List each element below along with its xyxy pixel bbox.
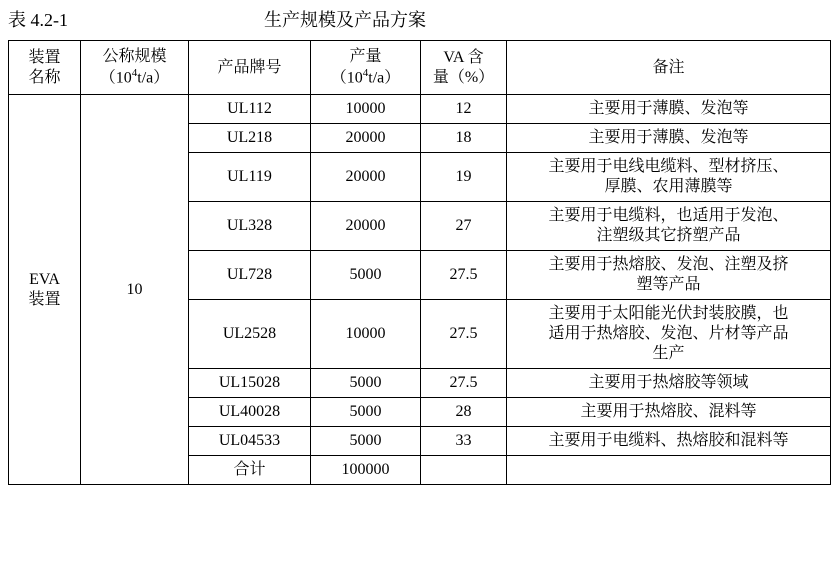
cell-remark [507, 369, 831, 398]
cell-device-name [9, 95, 81, 485]
header-output-pre: （10 [330, 69, 363, 87]
remark-line: 塑等产品 [636, 276, 701, 294]
cell-va: 33 [421, 427, 507, 456]
device-name-line2: 装置 [28, 290, 61, 308]
cell-remark [507, 202, 831, 251]
cell-total-label: 合计 [189, 456, 311, 485]
cell-remark [507, 251, 831, 300]
remark-line: 主要用于薄膜、发泡等 [588, 100, 749, 118]
header-brand: 产品牌号 [189, 41, 311, 95]
cell-output: 5000 [311, 251, 421, 300]
cell-output: 20000 [311, 153, 421, 202]
caption-label: 表 4.2-1 [8, 10, 68, 30]
cell-remark [507, 300, 831, 369]
remark-line: 适用于热熔胶、发泡、片材等产品 [548, 325, 789, 343]
remark-line: 注塑级其它挤塑产品 [596, 227, 741, 245]
cell-nominal-scale: 10 [81, 95, 189, 485]
cell-brand: UL728 [189, 251, 311, 300]
table-row [9, 95, 831, 124]
cell-va: 27 [421, 202, 507, 251]
cell-brand: UL218 [189, 124, 311, 153]
header-scale-line2 [83, 67, 186, 88]
cell-va: 28 [421, 398, 507, 427]
cell-va: 18 [421, 124, 507, 153]
cell-brand: UL2528 [189, 300, 311, 369]
cell-remark [507, 95, 831, 124]
cell-va: 27.5 [421, 251, 507, 300]
cell-va: 27.5 [421, 300, 507, 369]
cell-output: 20000 [311, 202, 421, 251]
header-device [9, 41, 81, 95]
header-output-line1: 产量 [349, 48, 382, 65]
cell-va: 27.5 [421, 369, 507, 398]
header-scale-pre: （10 [99, 69, 132, 87]
cell-output: 5000 [311, 427, 421, 456]
remark-line: 主要用于电线电缆料、型材挤压、 [548, 158, 789, 176]
header-output-sup: 4 [362, 67, 369, 79]
header-va-line1: VA 含 [443, 48, 484, 66]
cell-output: 10000 [311, 300, 421, 369]
cell-output: 5000 [311, 369, 421, 398]
production-scale-table [8, 40, 831, 485]
header-device-line1: 装置 [28, 48, 61, 66]
header-output-post: t/a） [368, 69, 401, 87]
remark-line: 主要用于热熔胶等领域 [588, 374, 749, 392]
cell-total-output: 100000 [311, 456, 421, 485]
cell-brand: UL328 [189, 202, 311, 251]
remark-line: 主要用于热熔胶、混料等 [580, 403, 757, 421]
remark-line: 主要用于薄膜、发泡等 [588, 129, 749, 147]
remark-line: 厚膜、农用薄膜等 [604, 178, 733, 196]
header-va-line2: 量（%） [432, 68, 495, 86]
cell-brand: UL119 [189, 153, 311, 202]
remark-line: 主要用于太阳能光伏封装胶膜，也 [548, 305, 789, 323]
cell-va: 12 [421, 95, 507, 124]
header-nominal-scale [81, 41, 189, 95]
cell-brand: UL04533 [189, 427, 311, 456]
header-device-line2: 名称 [28, 68, 61, 86]
cell-brand: UL15028 [189, 369, 311, 398]
header-remark: 备注 [507, 41, 831, 95]
header-scale-post: t/a） [137, 69, 170, 87]
cell-output: 10000 [311, 95, 421, 124]
header-output-line2 [313, 67, 418, 88]
cell-brand: UL112 [189, 95, 311, 124]
header-output [311, 41, 421, 95]
cell-output: 5000 [311, 398, 421, 427]
cell-output: 20000 [311, 124, 421, 153]
cell-remark [507, 427, 831, 456]
header-scale-line1: 公称规模 [102, 48, 167, 65]
table-caption [0, 0, 839, 40]
table-header-row [9, 41, 831, 95]
cell-brand: UL40028 [189, 398, 311, 427]
cell-remark [507, 124, 831, 153]
cell-total-remark [507, 456, 831, 485]
header-scale-sup: 4 [131, 67, 138, 79]
cell-total-va [421, 456, 507, 485]
cell-remark [507, 153, 831, 202]
caption-title: 生产规模及产品方案 [264, 10, 426, 30]
cell-remark [507, 398, 831, 427]
remark-line: 主要用于电缆料、热熔胶和混料等 [548, 432, 789, 450]
remark-line: 主要用于电缆料，也适用于发泡、 [548, 207, 789, 225]
table-body [9, 41, 831, 485]
header-va-content [421, 41, 507, 95]
device-name-line1: EVA [29, 270, 60, 288]
remark-line: 主要用于热熔胶、发泡、注塑及挤 [548, 256, 789, 274]
remark-line: 生产 [652, 345, 685, 363]
cell-va: 19 [421, 153, 507, 202]
